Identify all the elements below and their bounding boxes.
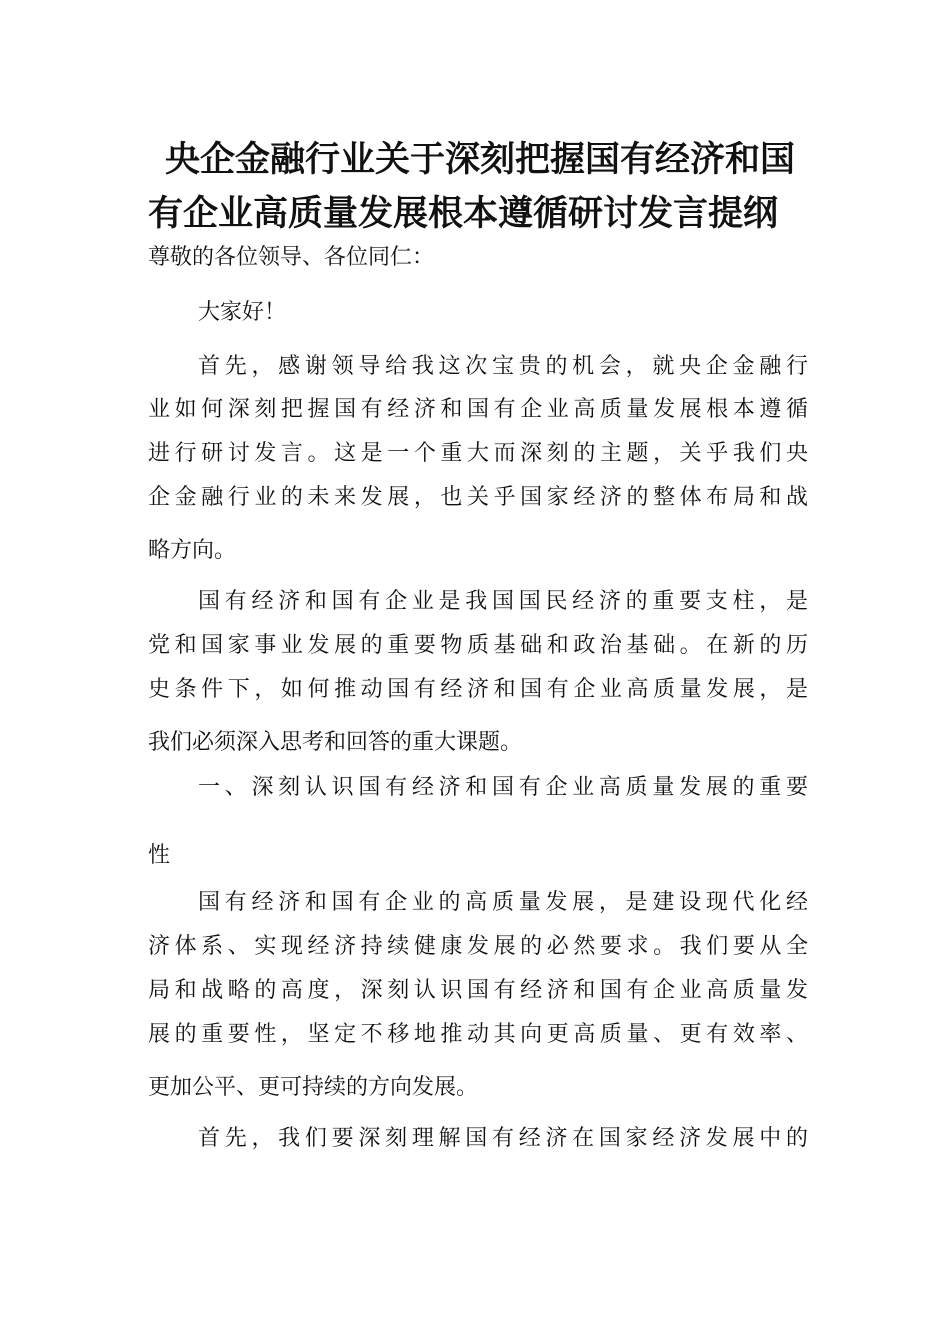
section-heading-1-line-1: 一、深刻认识国有经济和国有企业高质量发展的重要	[198, 775, 808, 800]
paragraph-2-line-1: 国有经济和国有企业是我国国民经济的重要支柱，是	[198, 589, 808, 614]
document-title-line-2: 有企业高质量发展根本遵循研讨发言提纲	[148, 194, 779, 234]
paragraph-1-line-2: 业如何深刻把握国有经济和国有企业高质量发展根本遵循	[148, 397, 808, 422]
greeting: 大家好！	[198, 300, 287, 325]
paragraph-4-line-1: 首先，我们要深刻理解国有经济在国家经济发展中的	[198, 1126, 808, 1151]
paragraph-3-line-1: 国有经济和国有企业的高质量发展，是建设现代化经	[198, 890, 808, 915]
paragraph-1-line-4: 企金融行业的未来发展，也关乎国家经济的整体布局和战	[148, 485, 808, 510]
paragraph-1-line-3: 进行研讨发言。这是一个重大而深刻的主题，关乎我们央	[148, 441, 808, 466]
paragraph-3-line-4: 展的重要性，坚定不移地推动其向更高质量、更有效率、	[148, 1022, 808, 1047]
paragraph-3-line-3: 局和战略的高度，深刻认识国有经济和国有企业高质量发	[148, 978, 808, 1003]
paragraph-3-line-2: 济体系、实现经济持续健康发展的必然要求。我们要从全	[148, 934, 808, 959]
paragraph-2-line-3: 史条件下，如何推动国有经济和国有企业高质量发展，是	[148, 677, 808, 702]
paragraph-2-line-4: 我们必须深入思考和回答的重大课题。	[148, 730, 523, 755]
section-heading-1-line-2: 性	[148, 843, 171, 868]
document-title-line-1: 央企金融行业关于深刻把握国有经济和国	[165, 140, 796, 180]
paragraph-3-line-5: 更加公平、更可持续的方向发展。	[148, 1075, 479, 1100]
paragraph-1-line-5: 略方向。	[148, 538, 237, 563]
paragraph-1-line-1: 首先，感谢领导给我这次宝贵的机会，就央企金融行	[198, 354, 808, 379]
paragraph-2-line-2: 党和国家事业发展的重要物质基础和政治基础。在新的历	[148, 633, 808, 658]
salutation: 尊敬的各位领导、各位同仁：	[148, 245, 435, 270]
